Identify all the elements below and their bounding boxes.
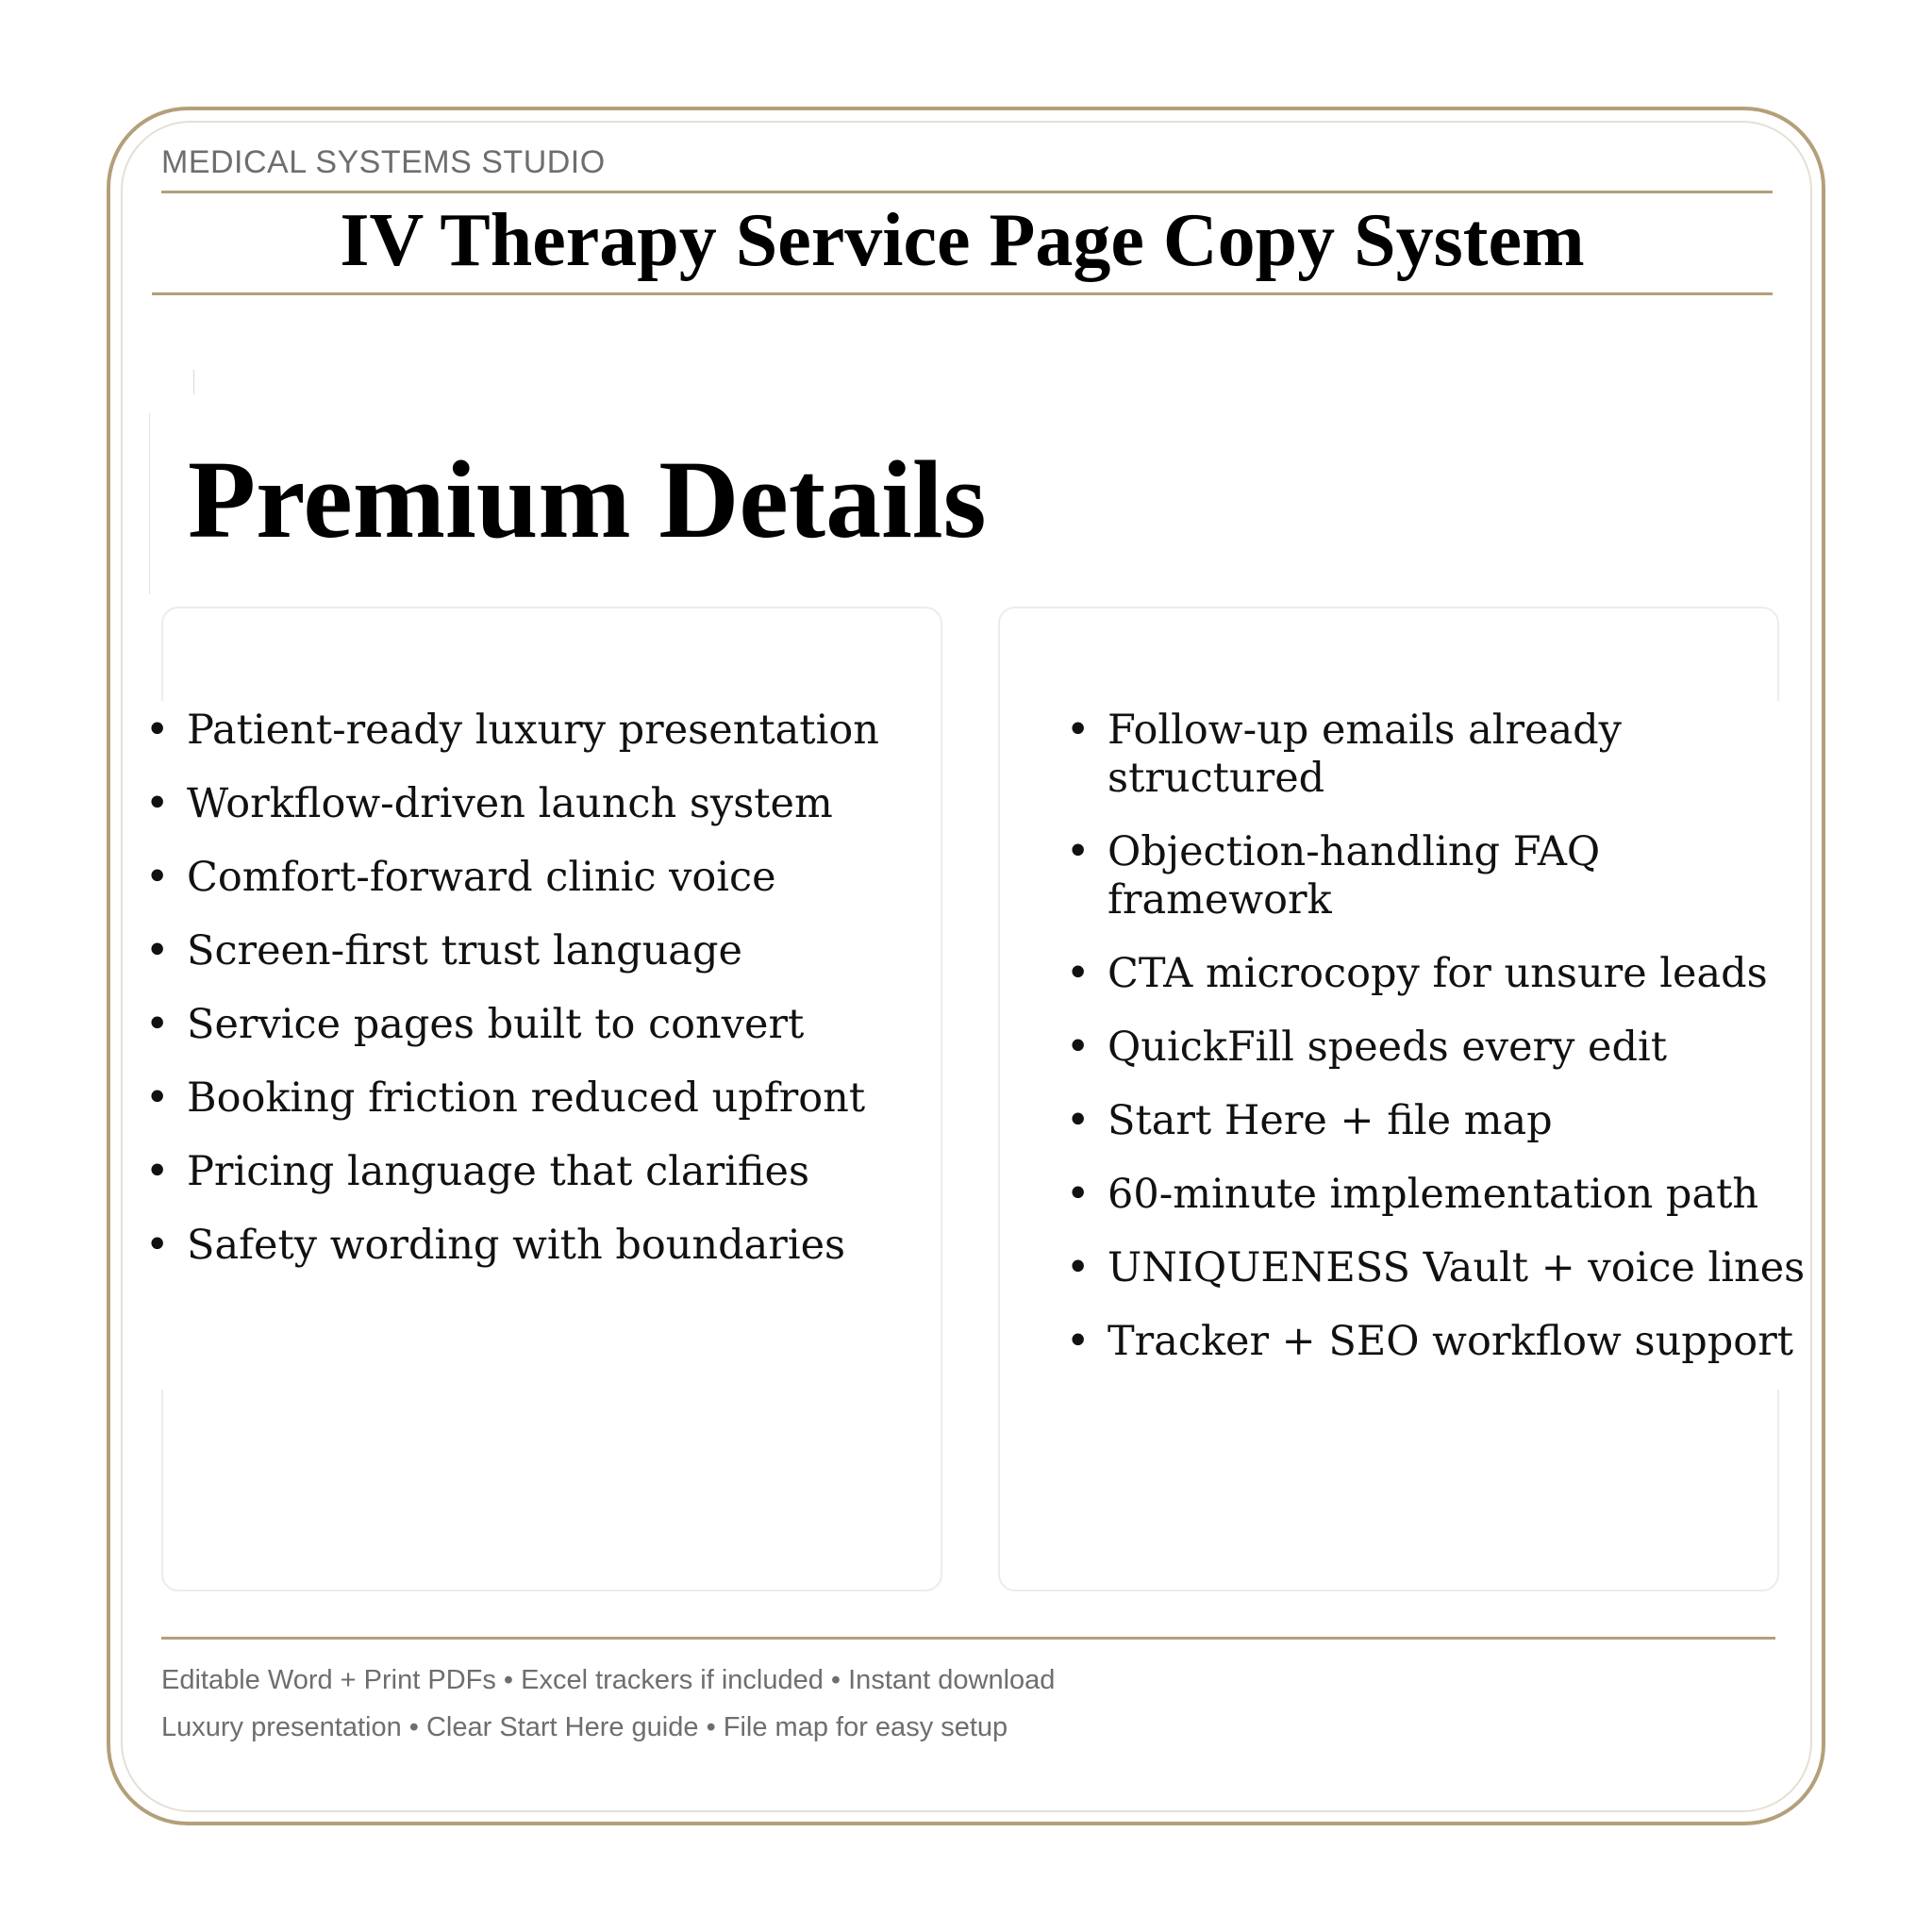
list-item-text: Tracker + SEO workflow support: [1108, 1318, 1794, 1365]
list-item: [140, 1222, 951, 1270]
header-divider-bottom: [152, 292, 1773, 295]
list-item: [140, 1074, 951, 1123]
bullet-icon: •: [1066, 950, 1091, 997]
list-item: [1060, 1318, 1815, 1366]
list-item: [1060, 1244, 1815, 1292]
bullet-icon: •: [1066, 1244, 1091, 1291]
list-item-text: Pricing language that clarifies: [187, 1148, 810, 1195]
bullet-icon: •: [1066, 1097, 1091, 1144]
bullet-icon: •: [1066, 1024, 1091, 1071]
bullet-icon: •: [145, 1148, 170, 1195]
bullet-icon: •: [145, 1001, 170, 1048]
list-item: [140, 927, 951, 975]
footer-note-line-1: Editable Word + Print PDFs • Excel trackers if included • Instant download: [161, 1665, 1056, 1695]
list-item: [1060, 950, 1815, 998]
list-item: [140, 780, 951, 828]
heading-accent-bar: [149, 413, 150, 594]
feature-list-left: [140, 707, 951, 1295]
list-item: [1060, 707, 1815, 803]
list-item-text: Service pages built to convert: [187, 1001, 805, 1048]
list-item-text: Comfort-forward clinic voice: [187, 854, 776, 901]
section-heading: Premium Details: [188, 438, 987, 561]
list-item-text: 60-minute implementation path: [1108, 1171, 1759, 1218]
list-item: [1060, 828, 1815, 924]
list-item-text: Objection-handling FAQ framework: [1108, 828, 1601, 924]
list-item-text: Start Here + file map: [1108, 1097, 1553, 1144]
list-item: [1060, 1171, 1815, 1219]
brand-label: MEDICAL SYSTEMS STUDIO: [161, 144, 606, 180]
bullet-icon: •: [145, 854, 170, 901]
bullet-icon: •: [145, 707, 170, 754]
list-item: [140, 854, 951, 902]
list-item-text: Screen-first trust language: [187, 927, 742, 974]
list-item-text: Workflow-driven launch system: [187, 780, 833, 827]
bullet-icon: •: [145, 780, 170, 827]
bullet-icon: •: [1066, 828, 1091, 875]
list-item-text: Booking friction reduced upfront: [187, 1074, 866, 1122]
feature-list-right: [1060, 707, 1815, 1391]
list-item: [140, 1001, 951, 1049]
bullet-icon: •: [145, 1074, 170, 1122]
footer-divider: [161, 1637, 1775, 1640]
bullet-icon: •: [145, 927, 170, 974]
bullet-icon: •: [1066, 1318, 1091, 1365]
list-item-text: UNIQUENESS Vault + voice lines: [1108, 1244, 1806, 1291]
list-item: [140, 707, 951, 755]
bullet-icon: •: [1066, 1171, 1091, 1218]
bullet-icon: •: [145, 1222, 170, 1269]
list-item-text: Patient-ready luxury presentation: [187, 707, 879, 754]
list-item-text: Safety wording with boundaries: [187, 1222, 846, 1269]
footer-note-line-2: Luxury presentation • Clear Start Here guide • File map for easy setup: [161, 1712, 1008, 1742]
list-item-text: Follow-up emails already structured: [1108, 707, 1622, 802]
list-item-text: QuickFill speeds every edit: [1108, 1024, 1668, 1071]
bullet-icon: •: [1066, 707, 1091, 754]
list-item: [140, 1148, 951, 1196]
decorative-tick: [193, 370, 194, 394]
list-item: [1060, 1024, 1815, 1072]
list-item: [1060, 1097, 1815, 1145]
list-item-text: CTA microcopy for unsure leads: [1108, 950, 1768, 997]
document-title: IV Therapy Service Page Copy System: [340, 199, 1585, 282]
